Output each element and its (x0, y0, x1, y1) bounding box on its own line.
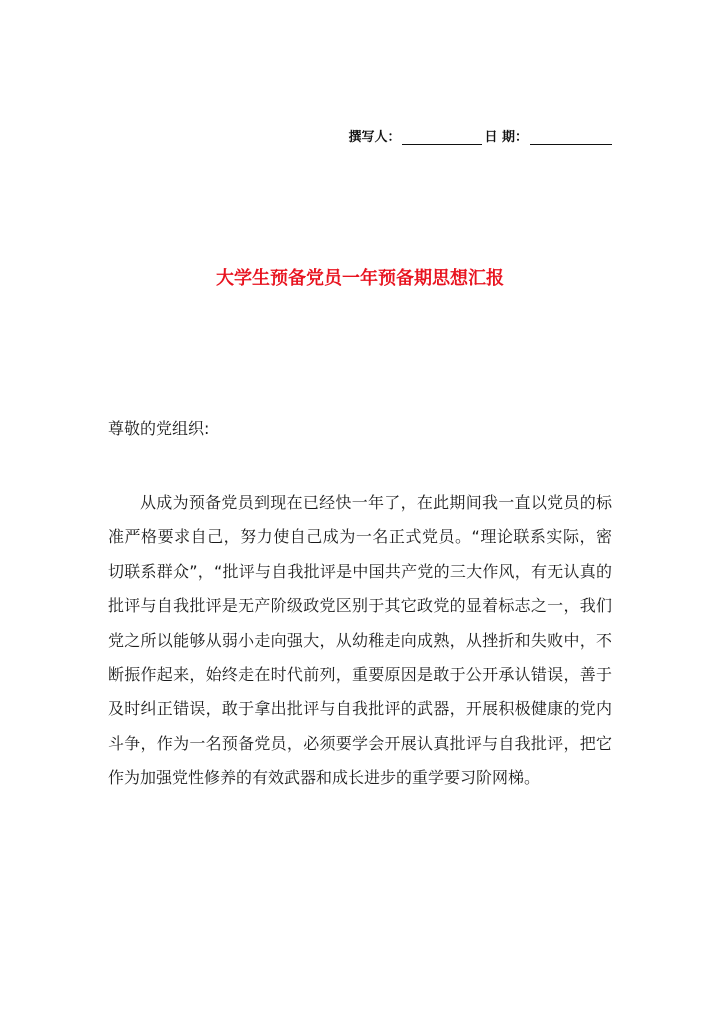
date-label: 日 期： (484, 130, 528, 145)
author-blank (402, 130, 482, 145)
body-paragraph: 从成为预备党员到现在已经快一年了，在此期间我一直以党员的标准严格要求自己，努力使自己成为一名正式党员。“理论联系实际，密切联系群众”，“批评与自我批评是中国共产党的三大作风，有无认真的批评与自我批评是无产阶级政党区别于其它政党的显着标志之一，我们党之所以能够从弱小走向强大，从幼稚走向成熟，从挫折和失败中，不断振作起来，始终走在时代前列，重要原因是敢于公开承认错误，善于及时纠正错误，敢于拿出批评与自我批评的武器，开展积极健康的党内斗争，作为一名预备党员，必须要学会开展认真批评与自我批评，把它作为加强党性修养的有效武器和成长进步的重学要习阶网梯。 (108, 493, 612, 788)
date-blank (530, 130, 612, 145)
author-date-line (348, 126, 612, 145)
author-label: 撰写人： (348, 130, 401, 145)
salutation: 尊敬的党组织: (108, 419, 210, 438)
document-title: 大学生预备党员一年预备期思想汇报 (216, 268, 504, 289)
